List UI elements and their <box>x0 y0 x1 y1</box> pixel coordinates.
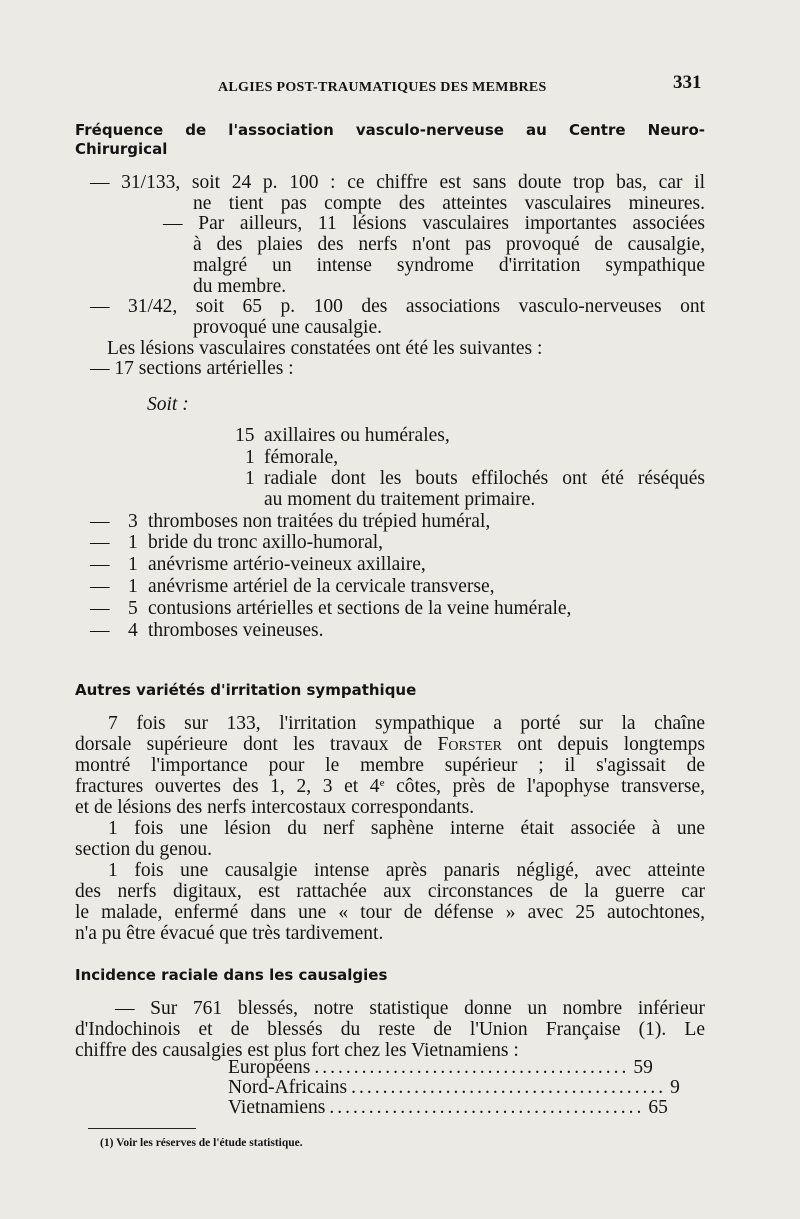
sublist-text-3-cont: au moment du traitement primaire. <box>264 489 536 510</box>
row-label: Nord-Africains <box>228 1077 348 1098</box>
list-item-text: thromboses veineuses. <box>148 620 324 641</box>
para1-line3: — Par ailleurs, 11 lésions vasculaires importantes associées <box>163 213 705 234</box>
s2-p1-line2-b: ont depuis longtemps <box>502 734 705 755</box>
para4: — 17 sections artérielles : <box>90 358 294 379</box>
s3-p1-line2: d'Indochinois et de blessés du reste de l'Union Française (1). Le <box>75 1019 705 1040</box>
section-heading-frequence: Fréquence de l'association vasculo-nerveuse au Centre Neuro- <box>75 121 705 139</box>
list-item-dash: — <box>90 598 110 619</box>
s2-p2-line2: section du genou. <box>75 839 213 860</box>
leader-dots: ........................................ <box>314 1057 630 1078</box>
list-item-num: 4 <box>128 620 138 641</box>
s2-p1-line3: montré l'importance pour le membre supérieur ; il s'agissait de <box>75 755 705 776</box>
list-item-text: bride du tronc axillo-humoral, <box>148 532 384 553</box>
sublist-num-1: 15 <box>235 425 255 446</box>
list-item-dash: — <box>90 554 110 575</box>
s2-p1-line1: 7 fois sur 133, l'irritation sympathique a porté sur la chaîne <box>108 713 705 734</box>
sublist-num-2: 1 <box>245 447 255 468</box>
para1-line4: à des plaies des nerfs n'ont pas provoqué de causalgie, <box>193 234 705 255</box>
s2-p1-line5: et de lésions des nerfs intercostaux correspondants. <box>75 797 475 818</box>
s2-p3-line3: le malade, enfermé dans une « tour de défense » avec 25 autochtones, <box>75 902 705 923</box>
row-value: 65 <box>648 1097 668 1118</box>
row-label: Vietnamiens <box>228 1097 326 1118</box>
row-label: Européens <box>228 1057 311 1078</box>
s2-p3-line4: n'a pu être évacué que très tardivement. <box>75 923 384 944</box>
section-heading-autres: Autres variétés d'irritation sympathique <box>75 681 417 699</box>
s2-p3-line2: des nerfs digitaux, est rattachée aux circonstances de la guerre car <box>75 881 705 902</box>
list-item-dash: — <box>90 532 110 553</box>
section-heading-frequence-cont: Chirurgical <box>75 140 168 158</box>
s2-p2-line1: 1 fois une lésion du nerf saphène interne était associée à une <box>108 818 705 839</box>
list-item-num: 3 <box>128 511 138 532</box>
para1-line6: du membre. <box>193 276 287 297</box>
list-item-dash: — <box>90 576 110 597</box>
footnote-rule <box>88 1128 196 1129</box>
author-name: Forster <box>437 734 503 755</box>
list-item-num: 5 <box>128 598 138 619</box>
s2-p1-line4 <box>75 776 705 798</box>
list-item-num: 1 <box>128 532 138 553</box>
soit-label: Soit : <box>147 394 189 415</box>
row-value: 59 <box>633 1057 653 1078</box>
leader-dots: ........................................ <box>329 1097 645 1118</box>
para1-line5: malgré un intense syndrome d'irritation sympathique <box>193 255 705 276</box>
table-row <box>228 1057 653 1079</box>
list-item-num: 1 <box>128 554 138 575</box>
list-item-text: thromboses non traitées du trépied huméral, <box>148 511 491 532</box>
sublist-text-3: radiale dont les bouts effilochés ont été réséqués <box>264 468 705 489</box>
page-number: 331 <box>673 72 702 93</box>
list-item-text: anévrisme artério-veineux axillaire, <box>148 554 426 575</box>
para2-line1: — 31/42, soit 65 p. 100 des associations vasculo-nerveuses ont <box>90 296 705 317</box>
list-item-dash: — <box>90 511 110 532</box>
list-item-dash: — <box>90 620 110 641</box>
para1-line1: — 31/133, soit 24 p. 100 : ce chiffre est sans doute trop bas, car il <box>90 172 705 193</box>
list-item-text: anévrisme artériel de la cervicale transverse, <box>148 576 495 597</box>
para2-line2: provoqué une causalgie. <box>193 317 382 338</box>
leader-dots: ........................................ <box>351 1077 667 1098</box>
row-value: 9 <box>670 1077 680 1098</box>
para1-line2: ne tient pas compte des atteintes vasculaires mineures. <box>193 193 705 214</box>
s2-p1-line2 <box>75 734 705 756</box>
s3-p1-line3: chiffre des causalgies est plus fort chez les Vietnamiens : <box>75 1040 519 1061</box>
table-row <box>228 1097 668 1119</box>
table-row <box>228 1077 680 1099</box>
footnote: (1) Voir les réserves de l'étude statistique. <box>100 1137 303 1149</box>
list-item-text: contusions artérielles et sections de la veine humérale, <box>148 598 572 619</box>
sublist-num-3: 1 <box>245 468 255 489</box>
section-heading-incidence: Incidence raciale dans les causalgies <box>75 966 388 984</box>
s2-p1-line2-a: dorsale supérieure dont les travaux de <box>75 734 438 755</box>
list-item-num: 1 <box>128 576 138 597</box>
s3-p1-line1: — Sur 761 blessés, notre statistique donne un nombre inférieur <box>115 998 705 1019</box>
superscript: e <box>379 777 385 789</box>
para3: Les lésions vasculaires constatées ont été les suivantes : <box>107 338 543 359</box>
s2-p3-line1: 1 fois une causalgie intense après panaris négligé, avec atteinte <box>108 860 705 881</box>
sublist-text-2: fémorale, <box>264 447 339 468</box>
running-title: ALGIES POST-TRAUMATIQUES DES MEMBRES <box>218 80 547 95</box>
s2-p1-line4-a: fractures ouvertes des 1, 2, 3 et 4 <box>75 776 380 797</box>
s2-p1-line4-b: côtes, près de l'apophyse transverse, <box>384 776 705 797</box>
sublist-text-1: axillaires ou humérales, <box>264 425 450 446</box>
